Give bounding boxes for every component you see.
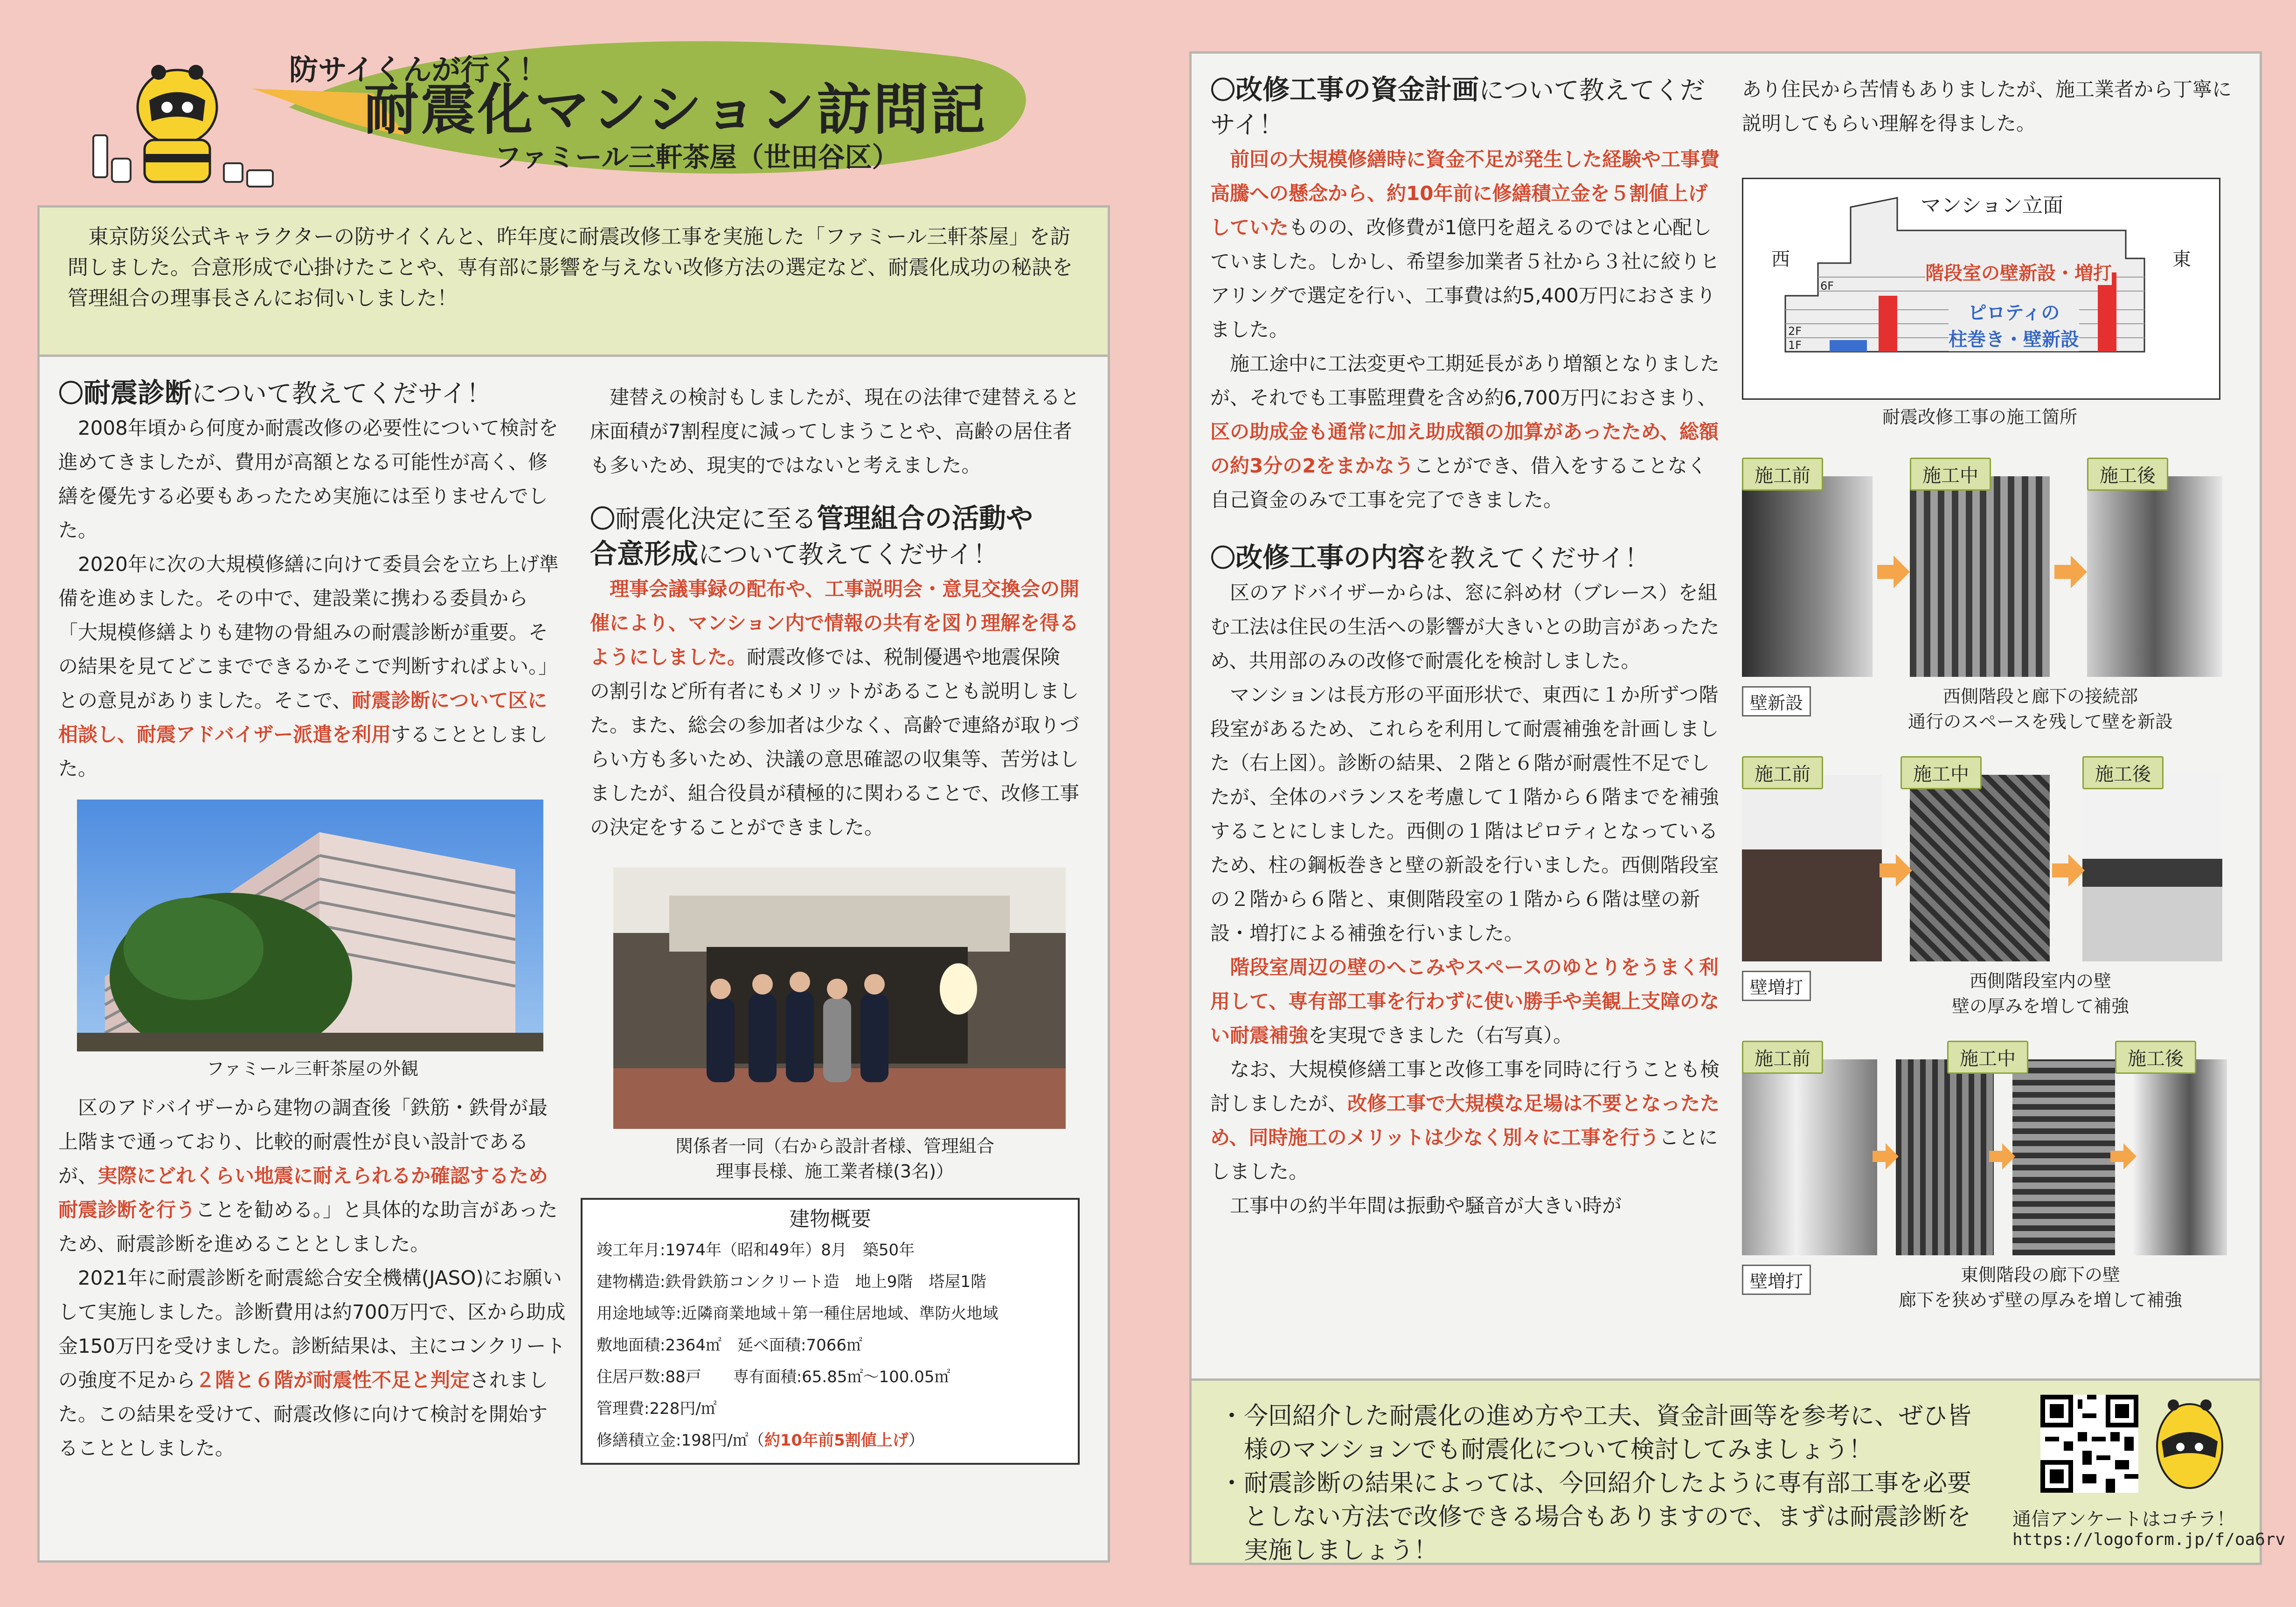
highlight-text: 区の助成金も通常に加え助成額の加算があったため、総額の約3分の2をまかなう bbox=[1210, 420, 1719, 477]
paragraph bbox=[590, 572, 1080, 844]
footer-bullet: ・今回紹介した耐震化の進め方や工夫、資金計画等を参考に、ぜひ皆様のマンションでも耐震化について検討してみましょう！ bbox=[1220, 1402, 1972, 1464]
spec-row: 管理費:228円/㎡ bbox=[597, 1399, 717, 1418]
left-article-panel bbox=[37, 355, 1110, 1563]
bullet-circle: 〇 bbox=[1210, 76, 1235, 105]
spec-row: 用途地域等:近隣商業地域＋第一種住居地域、準防火地域 bbox=[597, 1304, 999, 1323]
highlight-text: 前回の大規模修繕時に資金不足が発生した経験や工事費高騰への懸念から、約10年前に修繕積立金を５割値上げしていた bbox=[1210, 148, 1720, 239]
heading-rest: について教えてくだサイ！ bbox=[698, 540, 999, 569]
bullet-circle: 〇 bbox=[590, 504, 615, 534]
text: ものの、改修費が1億円を超えるのではと心配していました。しかし、希望参加業者５社から３社に絞りヒアリングで選定を行い、工事費は約5,400万円におさまりました。 bbox=[1210, 216, 1720, 341]
text: なお、大規模修繕工事と改修工事を同時に行うことも検討しましたが、 bbox=[1210, 1058, 1720, 1115]
work-type-tag: 壁増打 bbox=[1742, 971, 1811, 1001]
paragraph: 区のアドバイザーからは、窓に斜め材（ブレース）を組む工法は住民の生活への影響が大きいとの助言があったため、共用部のみの改修で耐震化を検討しました。 bbox=[1210, 581, 1720, 672]
qr-code-icon[interactable] bbox=[2040, 1395, 2138, 1493]
paragraph: 工事中の約半年間は振動や騒音が大きい時が bbox=[1230, 1194, 1622, 1217]
label-before: 施工前 bbox=[1742, 458, 1823, 491]
photo-during-1 bbox=[1896, 1059, 1994, 1255]
paragraph: 2008年頃から何度か耐震改修の必要性について検討を進めてきましたが、費用が高額となる可能性が高く、修繕を優先する必要もあったため実施には至りませんでした。 bbox=[58, 417, 559, 542]
spec-row: 建物構造:鉄骨鉄筋コンクリート造 地上9階 塔屋1階 bbox=[597, 1273, 987, 1291]
label-after: 施工後 bbox=[2115, 1041, 2196, 1074]
header-subtitle: 防サイくんが行く！ bbox=[289, 53, 548, 87]
label-before: 施工前 bbox=[1742, 1041, 1823, 1074]
highlight-text: 耐震診断について区に相談し、耐震アドバイザー派遣を利用 bbox=[58, 689, 548, 746]
work-type-tag: 壁新設 bbox=[1742, 686, 1811, 717]
floor-6f: 6F bbox=[1820, 279, 1834, 292]
caption-line: 廊下を狭めず壁の厚みを増して補強 bbox=[1898, 1290, 2182, 1310]
header bbox=[75, 37, 1007, 191]
column-4 bbox=[1742, 72, 2246, 1330]
photo-set-3 bbox=[1742, 1041, 2246, 1330]
survey-label: 通信アンケートはコチラ！ bbox=[2012, 1509, 2235, 1530]
highlight-text: ２階と６階が耐震性不足と判定 bbox=[195, 1369, 470, 1391]
label-during: 施工中 bbox=[1947, 1041, 2028, 1074]
photo-set-caption bbox=[1835, 1262, 2246, 1313]
paragraph bbox=[58, 547, 567, 786]
building-spec-box bbox=[581, 1198, 1080, 1465]
spec-row: 竣工年月:1974年（昭和49年）8月 築50年 bbox=[597, 1241, 915, 1259]
bousai-kun-mascot-icon bbox=[84, 56, 280, 196]
highlight-text: 改修工事で大規模な足場は不要となったため、同時施工のメリットは少なく別々に工事を行う bbox=[1210, 1092, 1720, 1149]
footer-box bbox=[1189, 1378, 2286, 1565]
paragraph: あり住民から苦情もありましたが、施工業者から丁寧に説明してもらい理解を得ました。 bbox=[1742, 78, 2232, 135]
caption-line: 通行のスペースを残して壁を新設 bbox=[1908, 711, 2173, 732]
diagram-label-stairwall: 階段室の壁新設・増打 bbox=[1925, 258, 2112, 285]
arrow-right-icon bbox=[1877, 556, 1910, 588]
photo-set-1 bbox=[1742, 458, 2246, 756]
label-line: ピロティの bbox=[1968, 302, 2060, 324]
caption-line: 関係者一同（右から設計者様、管理組合 bbox=[675, 1136, 994, 1156]
building-illustration bbox=[77, 800, 543, 1051]
floor-2f: 2F bbox=[1788, 325, 1802, 338]
arrow-right-icon bbox=[1989, 1143, 2015, 1169]
text: 施工途中に工法変更や工期延長があり増額となりましたが、それでも工事監理費を含め約6,700万円におさまり、 bbox=[1210, 352, 1720, 409]
photo-during bbox=[1910, 775, 2050, 961]
highlight-text: 約10年前5割値上げ bbox=[764, 1431, 909, 1450]
paragraph bbox=[1210, 142, 1723, 347]
arrow-right-icon bbox=[2052, 854, 2085, 887]
heading-rest: を教えてくだサイ！ bbox=[1425, 543, 1650, 573]
bullet-circle: 〇 bbox=[1210, 543, 1235, 573]
elevation-diagram bbox=[1742, 178, 2220, 400]
text: を実現できました（右写真）。 bbox=[1308, 1024, 1573, 1047]
caption-line: 壁の厚みを増して補強 bbox=[1951, 996, 2129, 1016]
paragraph: 建替えの検討もしましたが、現在の法律で建替えると床面積が7割程度に減ってしまうことや、高齢の居住者も多いため、現実的ではないと考えました。 bbox=[590, 386, 1080, 477]
heading-bold: 管理組合の活動や bbox=[817, 502, 1034, 534]
text: することとしました。 bbox=[58, 723, 548, 780]
text: ことにしました。 bbox=[1210, 1126, 1718, 1183]
spec-row: 敷地面積:2364㎡ 延べ面積:7066㎡ bbox=[597, 1336, 862, 1355]
photo-before bbox=[1742, 476, 1873, 677]
section-heading-diagnosis bbox=[58, 376, 567, 411]
diagram-label-piloti bbox=[1949, 298, 2079, 351]
diagram-west: 西 bbox=[1771, 249, 1790, 270]
label-after: 施工後 bbox=[2082, 756, 2164, 789]
survey-url[interactable]: https://logoform.jp/f/oa6rv bbox=[2012, 1530, 2286, 1549]
paragraph bbox=[1210, 1052, 1723, 1189]
text: 修繕積立金:198円/㎡（ bbox=[597, 1431, 764, 1450]
photo-during-2 bbox=[2012, 1059, 2115, 1255]
arrow-right-icon bbox=[1880, 854, 1912, 887]
heading-bold: 改修工事の資金計画 bbox=[1235, 74, 1479, 105]
property-name: ファミール三軒茶屋（世田谷区） bbox=[494, 141, 899, 173]
caption-line: 理事長様、施工業者様(3名)） bbox=[716, 1161, 954, 1182]
text: ことができ、借入をすることなく自己資金のみで工事を完了できました。 bbox=[1210, 454, 1707, 511]
heading-bold: 合意形成 bbox=[590, 538, 699, 570]
caption-line: 東側階段の廊下の壁 bbox=[1960, 1265, 2120, 1285]
spec-title: 建物概要 bbox=[789, 1207, 871, 1231]
diagram-east: 東 bbox=[2172, 249, 2191, 270]
footer-bullet: ・耐震診断の結果によっては、今回紹介したように専有部工事を必要としない方法で改修できる場合もありますので、まずは耐震診断を実施しましょう！ bbox=[1220, 1469, 1972, 1565]
text: 耐震改修では、税制優遇や地震保険の割引など所有者にもメリットがあることも説明しました。また、総会の参加者は少なく、高齢で連絡が取りづらい方も多いため、決議の意思確認の収集等、苦労はしましたが、組合役員が積極的に関わることで、改修工事の決定をすることができました。 bbox=[590, 646, 1080, 839]
highlight-text: 理事会議事録の配布や、工事説明会・意見交換会の開催により、マンション内で情報の共有を図り理解を得るようにしました。 bbox=[590, 577, 1080, 668]
text: 区のアドバイザーから建物の調査後「鉄筋・鉄骨が最上階まで通っており、比較的耐震性が良い設計であるが、 bbox=[58, 1096, 548, 1187]
arrow-right-icon bbox=[2054, 556, 2087, 588]
photo-set-caption bbox=[1835, 968, 2246, 1019]
paragraph: マンションは長方形の平面形状で、東西に１か所ずつ階段室があるため、これらを利用して耐震補強を計画しました（右上図）。診断の結果、２階と６階が耐震性不足でしたが、全体のバランスを考慮して１階から６階までを補強することにしました。西側の１階はピロティとなっているため、柱の鋼板巻きと壁の新設を行いました。西側階段室の２階から６階と、東側階段室の１階から６階は壁の新設・増打による補強を行いました。 bbox=[1210, 683, 1719, 945]
label-during: 施工中 bbox=[1901, 756, 1982, 789]
label-before: 施工前 bbox=[1742, 756, 1823, 789]
photo-during bbox=[1910, 476, 2050, 677]
photo-before bbox=[1742, 775, 1882, 961]
photo-set-2 bbox=[1742, 756, 2246, 1036]
text: 2021年に耐震診断を耐震総合安全機構(JASO)にお願いして実施しました。診断費用は約700万円で、区から助成金150万円を受けました。診断結果は、主にコンクリートの強度不足から bbox=[58, 1266, 566, 1391]
spec-row bbox=[597, 1425, 1064, 1456]
paragraph bbox=[1210, 347, 1723, 517]
page-title: 耐震化マンション訪問記 bbox=[364, 77, 987, 142]
photo-after bbox=[2082, 775, 2222, 961]
intro-box bbox=[37, 205, 1110, 359]
arrow-right-icon bbox=[2110, 1143, 2136, 1169]
photo-caption bbox=[590, 1134, 1080, 1184]
heading-bold: 改修工事の内容 bbox=[1235, 542, 1425, 573]
text: 2020年に次の大規模修繕に向けて委員会を立ち上げ準備を進めました。その中で、建設業に携わる委員から「大規模修繕よりも建物の骨組みの耐震診断が重要。その結果を見てどこまでできるかそこで判断すればよい。」との意見がありました。そこで、 bbox=[58, 553, 559, 712]
group-photo bbox=[613, 868, 1066, 1129]
text: されました。この結果を受けて、耐震改修に向けて検討を開始することとしました。 bbox=[58, 1369, 548, 1460]
work-type-tag: 壁増打 bbox=[1742, 1265, 1811, 1295]
heading-rest: について教えてくだサイ！ bbox=[192, 379, 492, 408]
label-line: 柱巻き・壁新設 bbox=[1949, 329, 2079, 350]
highlight-text: 実際にどれくらい地震に耐えられるか確認するため耐震診断を行う bbox=[58, 1164, 548, 1221]
diagram-title: マンション立面 bbox=[1921, 194, 2064, 217]
label-during: 施工中 bbox=[1910, 458, 1991, 491]
heading-bold: 耐震診断 bbox=[83, 377, 192, 409]
heading-pre: 耐震化決定に至る bbox=[615, 504, 817, 534]
photo-after bbox=[2134, 1059, 2227, 1255]
text: ） bbox=[908, 1431, 924, 1450]
photo-after bbox=[2087, 476, 2222, 677]
building-exterior-photo bbox=[77, 800, 543, 1051]
column-3 bbox=[1210, 72, 1723, 1223]
section-heading-works bbox=[1210, 540, 1723, 576]
highlight-text: 階段室周辺の壁のへこみやスペースのゆとりをうまく利用して、専有部工事を行わずに使い勝手や美観上支障のない耐震補強 bbox=[1210, 956, 1720, 1047]
text: ことを勧める。」と具体的な助言があったため、耐震診断を進めることとしました。 bbox=[58, 1198, 558, 1255]
section-heading-consensus bbox=[590, 501, 1080, 572]
bousai-kun-mascot-icon bbox=[2152, 1395, 2227, 1497]
paragraph bbox=[58, 1091, 567, 1261]
caption-line: 西側階段と廊下の接続部 bbox=[1942, 686, 2138, 707]
column-1 bbox=[58, 376, 567, 1465]
caption-line: 西側階段室内の壁 bbox=[1969, 971, 2111, 991]
label-after: 施工後 bbox=[2087, 458, 2168, 491]
photo-set-caption bbox=[1835, 684, 2246, 734]
column-2 bbox=[590, 380, 1080, 1465]
spec-row: 住居戸数:88戸 専有面積:65.85㎡〜100.05㎡ bbox=[597, 1368, 950, 1386]
group-photo-illustration bbox=[613, 868, 1066, 1129]
intro-text: 東京防災公式キャラクターの防サイくんと、昨年度に耐震改修工事を実施した「ファミール三軒茶屋」を訪問しました。合意形成で心掛けたことや、専有部に影響を与えない改修方法の選定など、耐震化成功の秘訣を管理組合の理事長さんにお伺いしました！ bbox=[68, 225, 1073, 310]
spec-rows bbox=[597, 1234, 1064, 1425]
heading-rest: について教えてくだサイ！ bbox=[1210, 76, 1705, 139]
photo-caption: ファミール三軒茶屋の外観 bbox=[206, 1058, 419, 1079]
paragraph bbox=[58, 1261, 567, 1465]
footer-bullets bbox=[1220, 1399, 1984, 1567]
right-article-panel bbox=[1189, 51, 2262, 1381]
arrow-right-icon bbox=[1873, 1143, 1899, 1169]
bullet-circle: 〇 bbox=[58, 379, 83, 408]
section-heading-funding bbox=[1210, 72, 1723, 142]
paragraph bbox=[1210, 950, 1723, 1052]
diagram-caption: 耐震改修工事の施工箇所 bbox=[1882, 407, 2077, 427]
floor-1f: 1F bbox=[1788, 339, 1802, 352]
photo-before bbox=[1742, 1059, 1877, 1255]
